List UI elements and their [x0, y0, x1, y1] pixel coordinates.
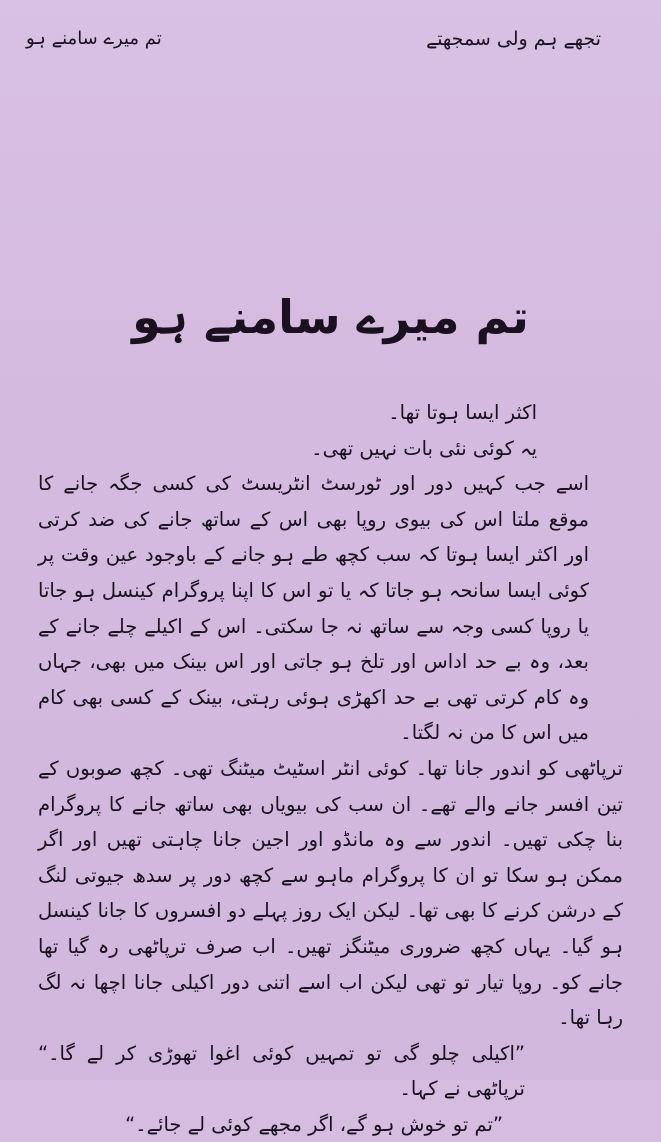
running-header-book-title: تجھے ہم ولی سمجھتے	[426, 28, 601, 50]
paragraph-2: یہ کوئی نئی بات نہیں تھی۔	[311, 436, 537, 460]
story-body	[38, 395, 623, 1142]
paragraph-4: ترپاٹھی کو اندور جانا تھا۔ کوئی انٹر اسٹیٹ میٹنگ تھی۔ کچھ صوبوں کے تین افسر جانے والے تھے۔ ان سب کی بیویاں بھی ساتھ جانے کا پروگرام بنا چکی تھیں۔ اندور سے وہ مانڈو اور اجین جانا چاہتی تھیں اور اگر ممکن ہو سکا تو ان کا پروگرام ماہو سے کچھ دور پر سدھ جیوتی لنگ کے درشن کرنے کا بھی تھا۔ لیکن ایک روز پہلے دو افسروں کا جانا کینسل ہو گیا۔ یہاں کچھ ضروری میٹنگز تھیں۔ اب صرف ترپاٹھی رہ گیا تھا جانے کو۔ روپا تیار تو تھی لیکن اب اسے اتنی دور اکیلی جانا اچھا نہ لگ رہا تھا۔	[38, 756, 623, 1030]
chapter-title: تم میرے سامنے ہو	[132, 290, 529, 344]
paragraph-3: اسے جب کہیں دور اور ٹورسٹ انٹریسٹ کی کسی جگہ جانے کا موقع ملتا اس کی بیوی روپا بھی اس کے ساتھ جانے کی ضد کرتی اور اکثر ایسا ہوتا کہ سب کچھ طے ہو جانے کے باوجود عین وقت پر کوئی ایسا سانحہ ہو جاتا کہ یا تو اس کا اپنا پروگرام کینسل ہو جاتا یا روپا کسی وجہ سے ساتھ نہ جا سکتی۔ اس کے اکیلے چلے جانے کے بعد، وہ بے حد اداس اور تلخ ہو جاتی اور اس بینک میں بھی، جہاں وہ کام کرتی تھی بے حد اکھڑی ہوئی رہتی، بینک کے کسی بھی کام میں اس کا من نہ لگتا۔	[38, 472, 589, 745]
dialogue-2: ”تم تو خوش ہو گے، اگر مجھے کوئی لے جائے۔“	[125, 1112, 503, 1136]
running-header-story-title: تم میرے سامنے ہو	[26, 28, 162, 49]
paragraph-1: اکثر ایسا ہوتا تھا۔	[388, 401, 537, 424]
dialogue-1: ”اکیلی چلو گی تو تمہیں کوئی اغوا تھوڑی کر لے گا۔“ ترپاٹھی نے کہا۔	[38, 1041, 525, 1101]
